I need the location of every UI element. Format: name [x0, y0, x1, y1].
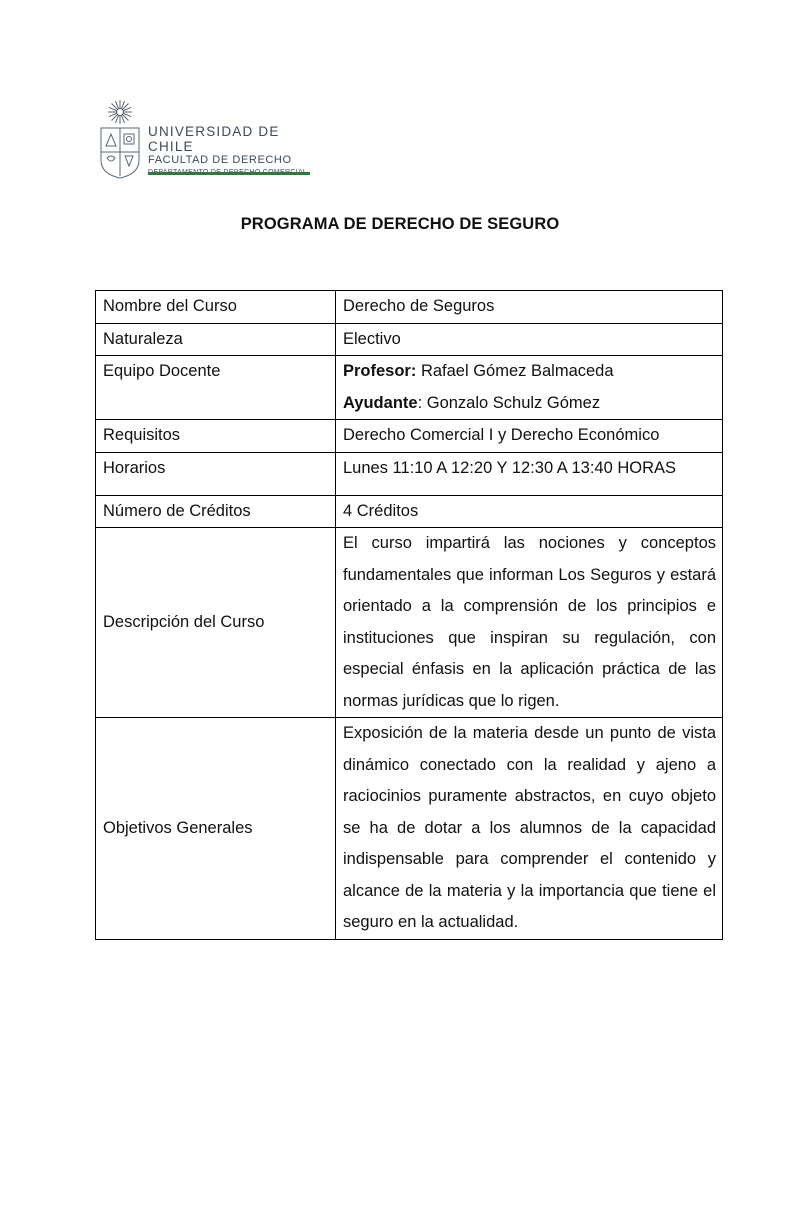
course-info-table [95, 290, 723, 940]
ayudante-line [343, 388, 716, 420]
row-value: Lunes 11:10 A 12:20 Y 12:30 A 13:40 HORAS [336, 452, 723, 495]
row-value: Electivo [336, 323, 723, 356]
table-row [96, 323, 723, 356]
ayudante-name: : Gonzalo Schulz Gómez [417, 393, 601, 412]
table-row [96, 420, 723, 453]
table-row [96, 528, 723, 718]
ayudante-label: Ayudante [343, 393, 418, 412]
university-name: UNIVERSIDAD DE CHILE [148, 124, 280, 154]
row-value [336, 356, 723, 420]
table-row [96, 291, 723, 324]
row-label: Horarios [96, 452, 336, 495]
faculty-name: FACULTAD DE DERECHO [148, 154, 292, 166]
table-row [96, 718, 723, 940]
row-label: Requisitos [96, 420, 336, 453]
row-value: Derecho de Seguros [336, 291, 723, 324]
row-label: Número de Créditos [96, 495, 336, 528]
table-row [96, 356, 723, 420]
row-value: 4 Créditos [336, 495, 723, 528]
row-label: Nombre del Curso [96, 291, 336, 324]
row-label: Naturaleza [96, 323, 336, 356]
row-label: Descripción del Curso [96, 528, 336, 718]
university-crest-icon [98, 98, 142, 180]
row-value: Exposición de la materia desde un punto de vista dinámico conectado con la realidad y ajeno a raciocinios puramente abstractos, en cuyo objeto se ha de dotar a los alumnos de la capacidad indispensable para comprender el contenido y alcance de la materia y la importancia que tiene el seguro en la actualidad. [336, 718, 723, 940]
profesor-name: Rafael Gómez Balmaceda [416, 362, 614, 380]
logo-accent-bar [148, 172, 310, 175]
table-row [96, 452, 723, 495]
profesor-line [343, 356, 716, 388]
page-title: PROGRAMA DE DERECHO DE SEGURO [240, 215, 560, 233]
profesor-label: Profesor: [343, 362, 417, 380]
row-label: Equipo Docente [96, 356, 336, 420]
university-logo [98, 98, 328, 180]
row-value: El curso impartirá las nociones y conceptos fundamentales que informan Los Seguros y estará orientado a la comprensión de los principios e instituciones que inspiran su regulación, con especial énfasis en la aplicación práctica de las normas jurídicas que lo rigen. [336, 528, 723, 718]
row-value: Derecho Comercial I y Derecho Económico [336, 420, 723, 453]
row-label: Objetivos Generales [96, 718, 336, 940]
table-row [96, 495, 723, 528]
